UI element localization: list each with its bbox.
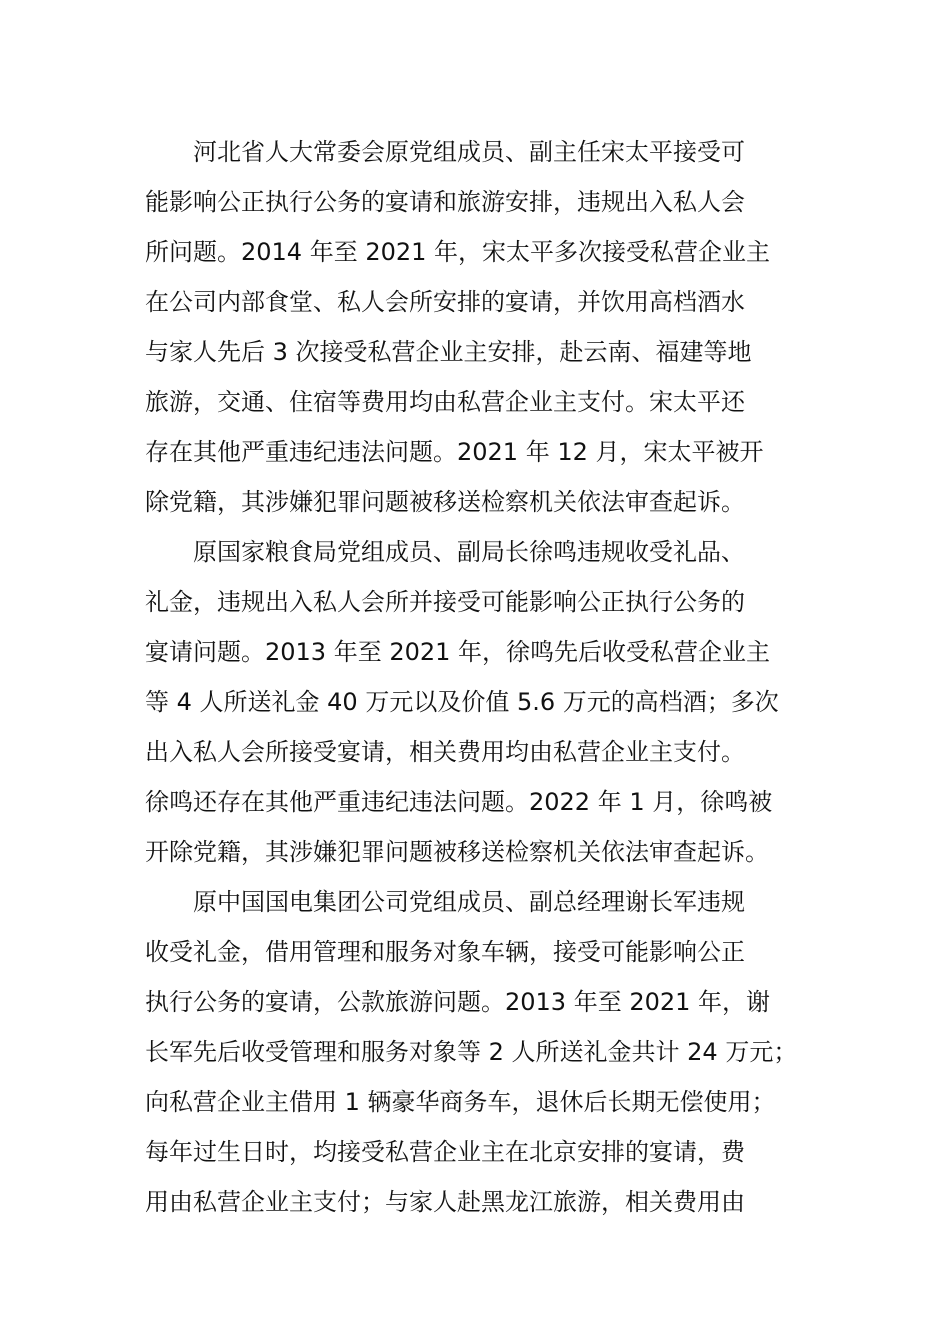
text-line: 在公司内部食堂、私人会所安排的宴请，并饮用高档酒水 <box>145 288 745 316</box>
text-line: 存在其他严重违纪违法问题。2021 年 12 月，宋太平被开 <box>145 438 764 466</box>
text-line: 原国家粮食局党组成员、副局长徐鸣违规收受礼品、 <box>193 538 745 566</box>
text-line: 徐鸣还存在其他严重违纪违法问题。2022 年 1 月，徐鸣被 <box>145 788 773 816</box>
paragraph-1 <box>145 127 835 527</box>
text-line: 原中国国电集团公司党组成员、副总经理谢长军违规 <box>193 888 745 916</box>
text-line: 所问题。2014 年至 2021 年，宋太平多次接受私营企业主 <box>145 238 771 266</box>
text-line: 与家人先后 3 次接受私营企业主安排，赴云南、福建等地 <box>145 338 752 366</box>
text-line: 用由私营企业主支付；与家人赴黑龙江旅游，相关费用由 <box>145 1188 745 1216</box>
text-line: 河北省人大常委会原党组成员、副主任宋太平接受可 <box>193 138 745 166</box>
text-line: 长军先后收受管理和服务对象等 2 人所送礼金共计 24 万元； <box>145 1038 798 1066</box>
text-line: 等 4 人所送礼金 40 万元以及价值 5.6 万元的高档酒；多次 <box>145 688 779 716</box>
paragraph-3 <box>145 877 835 1227</box>
text-line: 开除党籍，其涉嫌犯罪问题被移送检察机关依法审查起诉。 <box>145 838 769 866</box>
text-line: 能影响公正执行公务的宴请和旅游安排，违规出入私人会 <box>145 188 745 216</box>
text-line: 收受礼金，借用管理和服务对象车辆，接受可能影响公正 <box>145 938 745 966</box>
text-line: 向私营企业主借用 1 辆豪华商务车，退休后长期无偿使用； <box>145 1088 776 1116</box>
text-line: 除党籍，其涉嫌犯罪问题被移送检察机关依法审查起诉。 <box>145 488 745 516</box>
paragraph-2 <box>145 527 835 877</box>
text-line: 旅游，交通、住宿等费用均由私营企业主支付。宋太平还 <box>145 388 745 416</box>
text-line: 礼金，违规出入私人会所并接受可能影响公正执行公务的 <box>145 588 745 616</box>
text-line: 宴请问题。2013 年至 2021 年，徐鸣先后收受私营企业主 <box>145 638 771 666</box>
text-line: 每年过生日时，均接受私营企业主在北京安排的宴请，费 <box>145 1138 745 1166</box>
text-line: 执行公务的宴请，公款旅游问题。2013 年至 2021 年，谢 <box>145 988 771 1016</box>
text-line: 出入私人会所接受宴请，相关费用均由私营企业主支付。 <box>145 738 745 766</box>
document-body <box>145 127 835 1227</box>
